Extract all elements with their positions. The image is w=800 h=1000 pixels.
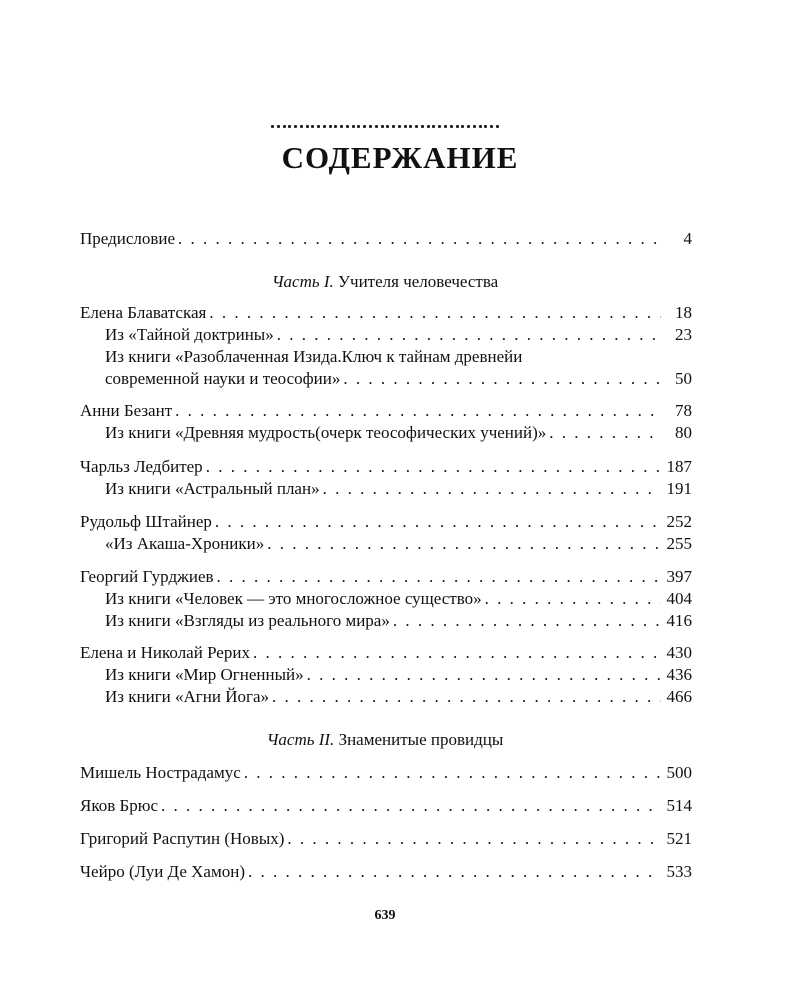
toc-entry-label: Из книги «Агни Йога» (105, 687, 270, 706)
toc-entry (80, 228, 692, 250)
toc-subentry (80, 478, 692, 500)
toc-entry-page: 252 (666, 512, 692, 531)
toc-author-entry (80, 456, 692, 478)
toc-subentry (80, 533, 692, 555)
toc-entry-page: 500 (666, 763, 692, 782)
part-number: Часть II. (266, 730, 335, 749)
dot-leader (267, 533, 661, 555)
toc-entry-label: Предисловие (80, 229, 176, 248)
toc-entry-page: 78 (675, 401, 692, 420)
toc-author-entry (80, 762, 692, 784)
title-ornament (271, 122, 499, 130)
toc-author-entry (80, 302, 692, 324)
dot-leader (206, 456, 661, 478)
dot-leader (178, 228, 661, 250)
dot-leader (161, 795, 661, 817)
toc-entry-label: Из книги «Мир Огненный» (105, 665, 304, 684)
toc-entry-page: 533 (666, 862, 692, 881)
toc-entry-page: 18 (675, 303, 692, 322)
part-title: Учителя человечества (338, 272, 499, 291)
toc-entry-page: 4 (683, 229, 692, 248)
part-heading-2 (0, 730, 770, 750)
toc-entry-label: Из книги «Древняя мудрость(очерк теософических учений)» (105, 423, 547, 442)
toc-author-entry (80, 566, 692, 588)
dot-leader (343, 368, 661, 390)
toc-entry-page: 397 (666, 567, 692, 586)
toc-entry-page: 23 (675, 325, 692, 344)
dot-leader (215, 511, 661, 533)
toc-subentry (80, 610, 692, 632)
toc-subentry-line2 (80, 368, 692, 390)
dot-leader (287, 828, 661, 850)
toc-entry-label: Чарльз Ледбитер (80, 457, 203, 476)
toc-author-entry (80, 795, 692, 817)
dot-leader (253, 642, 661, 664)
toc-entry-page: 436 (666, 665, 692, 684)
toc-entry-label: Из книги «Человек — это многосложное существо» (105, 589, 482, 608)
toc-entry-page: 514 (666, 796, 692, 815)
page-title: СОДЕРЖАНИЕ (281, 140, 519, 175)
toc-preface (80, 228, 692, 250)
toc-group-besant (80, 400, 692, 444)
toc-group-roerich (80, 642, 692, 708)
toc-entry-page: 430 (666, 643, 692, 662)
toc-entry-label: Яков Брюс (80, 796, 159, 815)
toc-entry-page: 187 (666, 457, 692, 476)
dot-leader (323, 478, 661, 500)
toc-entry-label: Рудольф Штайнер (80, 512, 212, 531)
toc-entry-page: 80 (675, 423, 692, 442)
toc-author-entry (80, 400, 692, 422)
dot-leader (393, 610, 661, 632)
toc-entry-page: 255 (666, 534, 692, 553)
toc-entry-label: Чейро (Луи Де Хамон) (80, 862, 245, 881)
part-title: Знаменитые провидцы (338, 730, 504, 749)
toc-entry-label: Из «Тайной доктрины» (105, 325, 274, 344)
toc-group-leadbeater (80, 456, 692, 500)
dot-leader (485, 588, 661, 610)
toc-entry-page: 50 (675, 369, 692, 388)
page-number: 639 (374, 908, 396, 923)
toc-subentry-line1 (80, 346, 692, 368)
dot-leader (248, 861, 661, 883)
toc-author-entry (80, 511, 692, 533)
toc-group-blavatsky (80, 302, 692, 390)
dot-leader (209, 302, 661, 324)
toc-subentry (80, 324, 692, 346)
toc-subentry (80, 664, 692, 686)
toc-entry-page: 404 (666, 589, 692, 608)
toc-entry-label: Из книги «Астральный план» (105, 479, 320, 498)
toc-entry-label: Григорий Распутин (Новых) (80, 829, 285, 848)
toc-entry-label: Елена Блаватская (80, 303, 207, 322)
toc-seer-rasputin (80, 828, 692, 850)
toc-subentry (80, 422, 692, 444)
dot-leader (277, 324, 661, 346)
toc-author-entry (80, 828, 692, 850)
toc-subentry (80, 588, 692, 610)
toc-entry-page: 191 (666, 479, 692, 498)
toc-subentry (80, 686, 692, 708)
dot-leader (244, 762, 661, 784)
dot-leader (217, 566, 661, 588)
part-heading-1 (0, 272, 770, 292)
toc-entry-page: 521 (666, 829, 692, 848)
dot-leader (175, 400, 661, 422)
toc-entry-label: Елена и Николай Рерих (80, 643, 250, 662)
toc-entry-label: Из книги «Разоблаченная Изида.Ключ к тайнам древнейи (105, 347, 523, 366)
toc-entry-page: 416 (666, 611, 692, 630)
toc-entry-label: Из книги «Взгляды из реального мира» (105, 611, 390, 630)
toc-entry-label: «Из Акаша-Хроники» (105, 534, 265, 553)
toc-group-steiner (80, 511, 692, 555)
dot-leader (307, 664, 661, 686)
dot-leader (549, 422, 661, 444)
toc-entry-label: Мишель Нострадамус (80, 763, 241, 782)
toc-author-entry (80, 861, 692, 883)
toc-entry-label: современной науки и теософии» (105, 369, 341, 388)
toc-seer-cheiro (80, 861, 692, 883)
toc-entry-page: 466 (666, 687, 692, 706)
part-number: Часть I. (271, 272, 334, 291)
toc-seer-nostradamus (80, 762, 692, 784)
toc-author-entry (80, 642, 692, 664)
dot-leader (272, 686, 661, 708)
toc-entry-label: Георгий Гурджиев (80, 567, 214, 586)
toc-group-gurdjieff (80, 566, 692, 632)
toc-entry-label: Анни Безант (80, 401, 173, 420)
toc-seer-bruce (80, 795, 692, 817)
